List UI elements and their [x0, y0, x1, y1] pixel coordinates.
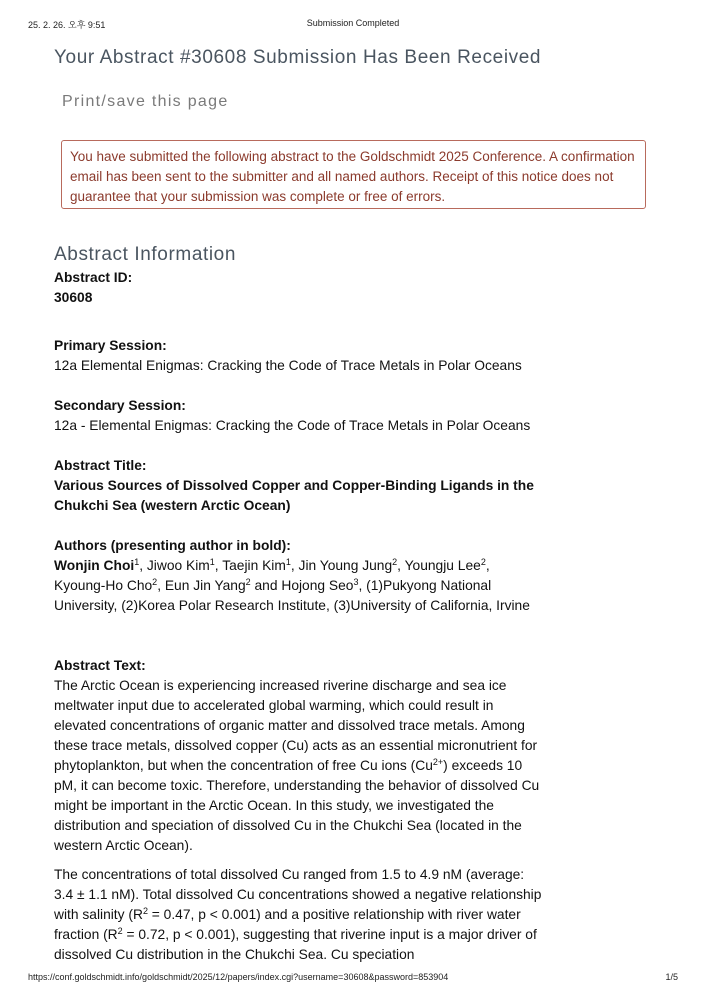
author-affiliation-sup: 2: [480, 557, 486, 567]
print-save-link[interactable]: Print/save this page: [62, 93, 229, 110]
abstract-text-run: = 0.47, p < 0.001) and a positive relationship with river water fraction (R: [54, 907, 521, 942]
print-header: [28, 18, 678, 32]
print-date: 25. 2. 26. 오후 9:51: [28, 20, 106, 30]
author: , Kyoung-Ho Cho: [54, 558, 490, 593]
author: , Jiwoo Kim: [139, 558, 210, 573]
author-affiliation-sup: 1: [285, 557, 291, 567]
print-footer: [28, 972, 678, 986]
abstract-paragraph-1: [54, 676, 542, 856]
abstract-paragraph-2: [54, 865, 542, 965]
author-affiliation-sup: 2: [245, 577, 251, 587]
abstract-details: [54, 268, 542, 965]
author-affiliation-sup: 2: [392, 557, 398, 567]
page-url: https://conf.goldschmidt.info/goldschmidt/2025/12/papers/index.cgi?username=30608&password=853904: [28, 972, 449, 982]
affiliations: , (1)Pukyong National University, (2)Korea Polar Research Institute, (3)University of California, Irvine: [54, 578, 530, 613]
abstract-title-label: Abstract Title:: [54, 458, 147, 473]
primary-session-label: Primary Session:: [54, 338, 167, 353]
print-page-title: Submission Completed: [306, 18, 400, 28]
secondary-session-value: 12a - Elemental Enigmas: Cracking the Code of Trace Metals in Polar Oceans: [54, 418, 531, 433]
author: , Taejin Kim: [214, 558, 286, 573]
abstract-id-label: Abstract ID:: [54, 270, 133, 285]
superscript: 2+: [432, 757, 444, 767]
author-affiliation-sup: 1: [209, 557, 215, 567]
presenting-author: Wonjin Choi: [54, 558, 135, 573]
author-affiliation-sup: 1: [134, 557, 140, 567]
authors-label: Authors (presenting author in bold):: [54, 538, 291, 553]
author-affiliation-sup: 3: [353, 577, 359, 587]
author: , Eun Jin Yang: [157, 578, 246, 593]
abstract-text-run: The concentrations of total dissolved Cu ranged from 1.5 to 4.9 nM (average: 3.4 ± 1.1 nM). Total dissolved Cu concentrations showed a negative relationship with salinity (R: [54, 867, 542, 922]
superscript: 2: [117, 926, 123, 936]
section-title-abstract-information: Abstract Information: [54, 244, 237, 265]
abstract-id-value: 30608: [54, 290, 93, 305]
author: , Jin Young Jung: [290, 558, 393, 573]
abstract-text-run: = 0.72, p < 0.001), suggesting that riverine input is a major driver of dissolved Cu distribution in the Chukchi Sea. Cu speciation: [54, 927, 537, 962]
abstract-text-label: Abstract Text:: [54, 658, 146, 673]
abstract-text-run: ) exceeds 10 pM, it can become toxic. Therefore, understanding the behavior of dissolved Cu might be important in the Arctic Ocean. In this study, we investigated the distribution and speciation of dissolved Cu in the Chukchi Sea (located in the western Arctic Ocean).: [54, 758, 540, 853]
author: and Hojong Seo: [250, 578, 354, 593]
abstract-title-value: Various Sources of Dissolved Copper and Copper-Binding Ligands in the Chukchi Sea (western Arctic Ocean): [54, 478, 534, 513]
submission-notice: You have submitted the following abstract to the Goldschmidt 2025 Conference. A confirmation email has been sent to the submitter and all named authors. Receipt of this notice does not guarantee that your submission was complete or free of errors.: [61, 140, 646, 209]
page-number: 1/5: [665, 972, 678, 982]
abstract-text-run: The Arctic Ocean is experiencing increased riverine discharge and sea ice meltwater input due to accelerated global warming, which could result in elevated concentrations of organic matter and dissolved trace metals. Among these trace metals, dissolved copper (Cu) acts as an essential micronutrient for phytoplankton, but when the concentration of free Cu ions (Cu: [54, 678, 538, 773]
authors-list: [54, 556, 542, 616]
superscript: 2: [142, 906, 148, 916]
author: , Youngju Lee: [397, 558, 481, 573]
author-affiliation-sup: 2: [152, 577, 158, 587]
page-title: Your Abstract #30608 Submission Has Been Received: [54, 47, 542, 68]
secondary-session-label: Secondary Session:: [54, 398, 186, 413]
primary-session-value: 12a Elemental Enigmas: Cracking the Code of Trace Metals in Polar Oceans: [54, 358, 522, 373]
